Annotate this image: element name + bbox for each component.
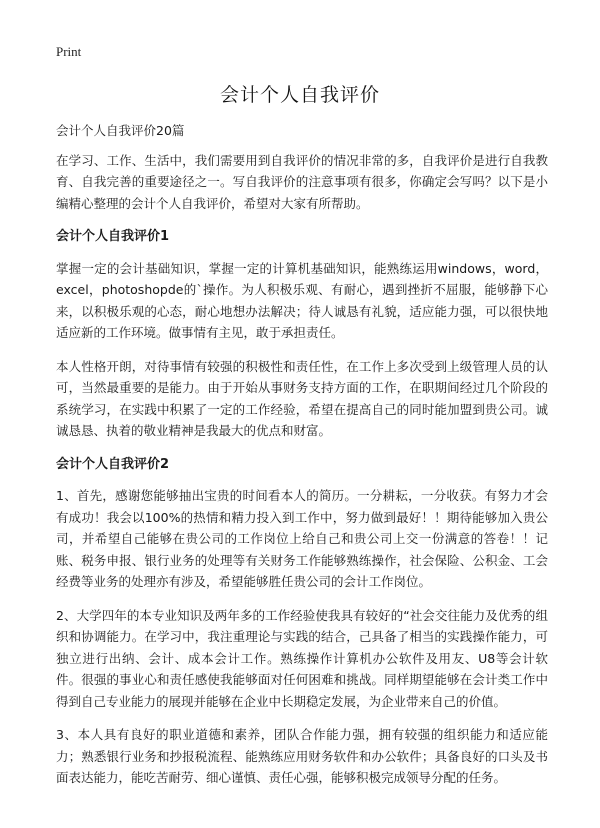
section-paragraph: 3、本人具有良好的职业道德和素养，团队合作能力强，拥有较强的组织能力和适应能力；熟悉银行业务和抄报税流程、能熟练应用财务软件和办公软件；具备良好的口头及书面表达能力，能吃苦耐劳、细心谨慎、责任心强，能够积极完成领导分配的任务。 bbox=[56, 727, 548, 785]
section-paragraph: 本人性格开朗，对待事情有较强的积极性和责任性，在工作上多次受到上级管理人员的认可，当然最重要的是能力。由于开始从事财务支持方面的工作，在职期间经过几个阶段的系统学习，在实践中积累了一定的工作经验，希望在提高自己的同时能加盟到贵公司。诚诚恳恳、执着的敬业精神是我最大的优点和财富。 bbox=[56, 358, 548, 438]
intro-paragraph: 在学习、工作、生活中，我们需要用到自我评价的情况非常的多，自我评价是进行自我教育、自我完善的重要途径之一。写自我评价的注意事项有很多，你确定会写吗？以下是小编精心整理的会计个人自我评价，希望对大家有所帮助。 bbox=[56, 152, 548, 211]
section-1 bbox=[56, 226, 548, 442]
print-label: Print bbox=[56, 44, 82, 59]
section-paragraph: 掌握一定的会计基础知识，掌握一定的计算机基础知识，能熟练运用windows，word，excel，photoshopde的`操作。为人积极乐观、有耐心，遇到挫折不屈服，能够静下心来，以积极乐观的心态，耐心地想办法解决；待人诚恳有礼貌，适应能力强，可以很快地适应新的工作环境。做事情有主见，敢于承担责任。 bbox=[56, 260, 548, 340]
document-title: 会计个人自我评价 bbox=[219, 84, 380, 106]
section-2 bbox=[56, 454, 548, 789]
section-paragraph: 2、大学四年的本专业知识及两年多的工作经验使我具有较好的“社会交往能力及优秀的组织和协调能力。在学习中，我注重理论与实践的结合，己具备了相当的实践操作能力，可独立进行出纳、会计、成本会计工作。熟练操作计算机办公软件及用友、U8等会计软件。很强的事业心和责任感使我能够面对任何困难和挑战。同样期望能够在会计类工作中得到自己专业能力的展现并能够在企业中长期稳定发展，为企业带来自己的价值。 bbox=[56, 607, 548, 709]
section-paragraph: 1、首先，感谢您能够抽出宝贵的时间看本人的简历。一分耕耘，一分收获。有努力才会有成功！我会以100%的热情和精力投入到工作中，努力做到最好！！期待能够加入贵公司，并希望自己能够在贵公司的工作岗位上给自己和贵公司上交一份满意的答卷！！记账、税务申报、银行业务的处理等有关财务工作能够熟练操作，社会保险、公积金、工会经费等业务的处理亦有涉及，希望能够胜任贵公司的会计工作岗位。 bbox=[56, 488, 548, 589]
document-body bbox=[56, 120, 548, 801]
document-subtitle: 会计个人自我评价20篇 bbox=[56, 123, 185, 138]
section-heading: 会计个人自我评价2 bbox=[56, 456, 170, 472]
section-heading: 会计个人自我评价1 bbox=[56, 229, 170, 244]
